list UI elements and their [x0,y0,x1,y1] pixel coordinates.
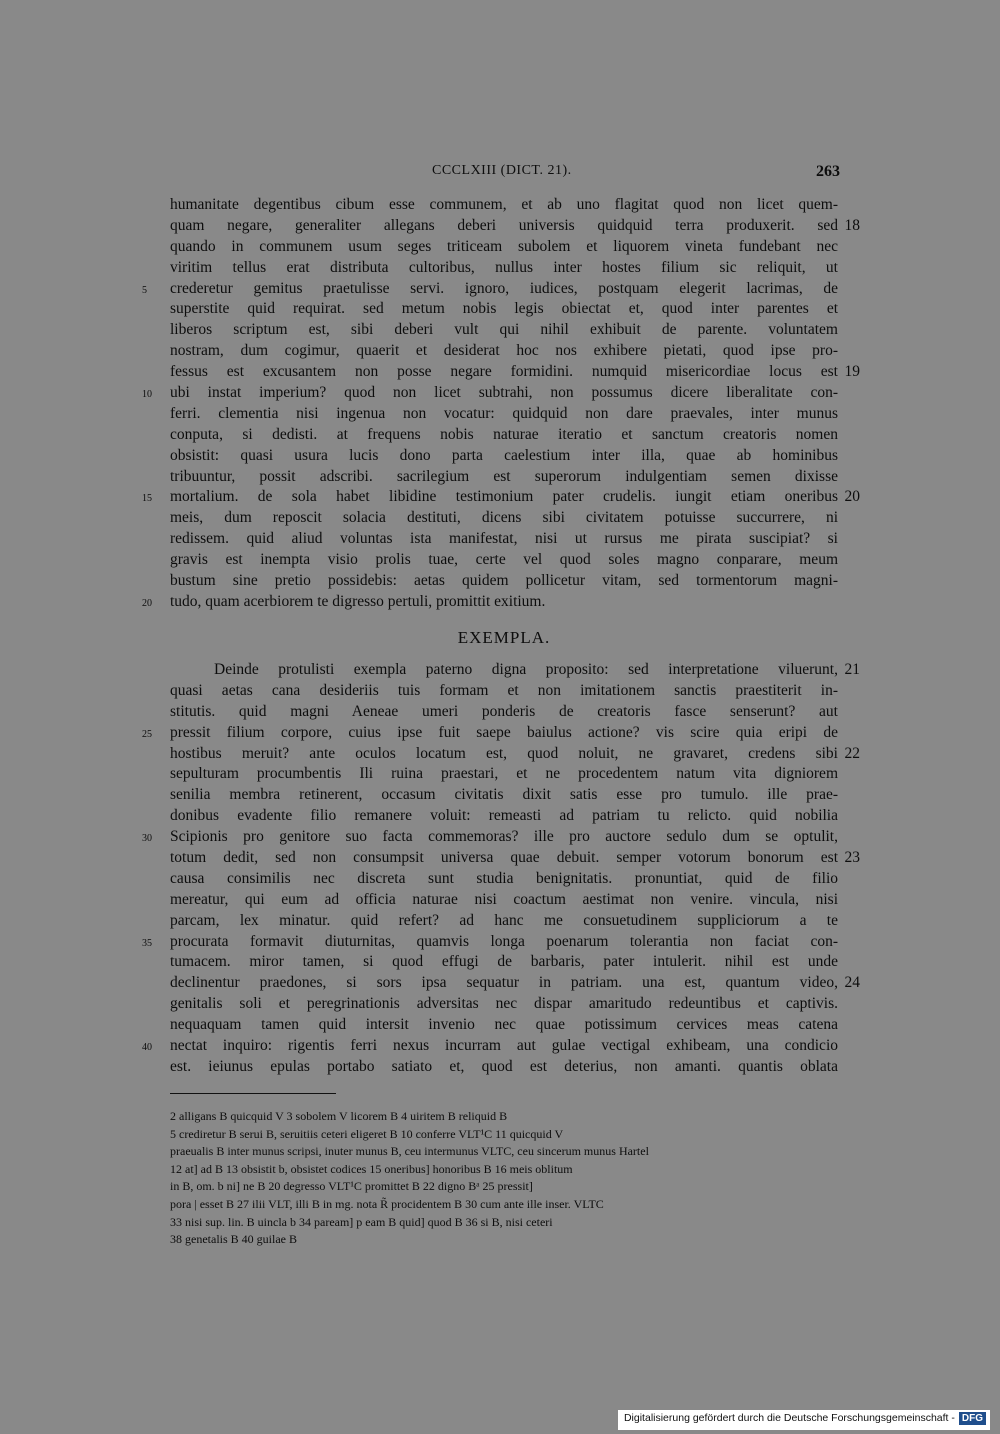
text-line [170,258,838,279]
section-number: 23 [844,849,860,867]
text-line [170,341,838,362]
text-line [170,195,838,216]
text-line [170,911,838,932]
line-text: ferri. clementia nisi ingenua non vocatur: quidquid non dare praevales, inter munus [170,404,838,422]
line-number: 15 [142,493,152,505]
line-text: nequaquam tamen quid intersit invenio nec quae potissimum cervices meas catena [170,1016,838,1034]
apparatus-line: pora | esset B 27 ilii VLT, illi B in mg. nota R̃ procidentem B 30 cum ante ille inser. VLTC [170,1196,604,1211]
line-text: genitalis soli et peregrinationis adversitas nec dispar amaritudo redeuntibus et captivis. [170,995,838,1013]
line-text: mortalium. de sola habet libidine testimonium pater crudelis. iungit etiam oneribus [170,488,838,506]
main-text-block-1 [142,195,860,613]
section-number: 18 [844,216,860,234]
dfg-logo: DFG [959,1412,986,1425]
line-text: fessus est excusantem non posse negare formidini. numquid misericordiae locus est [170,363,838,381]
text-line [170,237,838,258]
line-number: 10 [142,389,152,401]
line-text: gravis est inempta visio prolis tuae, certe vel quod soles magno conparare, meum [170,551,838,569]
line-number: 30 [142,833,152,845]
line-text: declinentur praedones, si sors ipsa sequatur in patriam. una est, quantum video, [170,974,838,992]
line-text: tribuuntur, possit adscribi. sacrilegium est superorum indulgentiam semen dixisse [170,467,838,485]
text-line [142,279,838,300]
text-line [170,764,838,785]
apparatus-line: praeualis B inter munus scripsi, inuter munus B, ceu intermunus VLTC, ceu sincerum munus Hartel [170,1144,649,1159]
line-number: 35 [142,937,152,949]
text-line [170,785,838,806]
text-line [170,508,838,529]
apparatus-line: in B, om. b ni] ne B 20 degresso VLT¹C promittet B 22 digno Bᵃ 25 pressit] [170,1179,533,1194]
line-text: Scipionis pro genitore suo facta commemoras? ille pro auctore sedulo dum se optulit, [170,828,838,846]
line-text: sepulturam procumbentis Ili ruina praestari, et ne procedentem natum vita digniorem [170,765,838,783]
text-line [170,467,838,488]
line-text: meis, dum reposcit solacia destituti, dicens sibi civitatem potuisse succurrere, ni [170,509,838,527]
text-line [170,362,860,383]
line-text: totum dedit, sed non consumpsit universa quae debuit. semper votorum bonorum est [170,849,838,867]
line-text: hostibus meruit? ante oculos locatum est, quod noluit, ne gravaret, credens sibi [170,744,838,762]
text-line [170,869,838,890]
section-number: 22 [844,744,860,762]
footer-text: Digitalisierung gefördert durch die Deutsche Forschungsgemeinschaft - [623,1412,955,1424]
line-text: conputa, si dedisti. at frequens nobis naturae iteratio et sanctum creatoris nomen [170,425,838,443]
apparatus-line: 33 nisi sup. lin. B uincla b 34 paream] p eam B quid] quod B 36 si B, nisi ceteri [170,1214,553,1229]
text-line [142,932,838,953]
text-line [170,216,860,237]
text-line [170,1057,838,1078]
line-text: causa consimilis nec discreta sunt studia benignitatis. pronuntiat, quid de filio [170,869,838,887]
text-line [170,1015,838,1036]
text-line [170,425,838,446]
line-number: 25 [142,728,152,740]
line-text: procurata formavit diuturnitas, quamvis longa poenarum tolerantia non faciat con- [170,932,838,950]
text-line [170,529,838,550]
text-line [170,550,838,571]
text-line [170,806,838,827]
line-text: tudo, quam acerbiorem te digresso pertuli, promittit exitium. [170,592,546,610]
line-text: redissem. quid aliud voluntas ista manifestat, nisi ut rursus me pirata suscipiat? si [170,530,838,548]
text-line [142,723,838,744]
line-text: stitutis. quid magni Aeneae umeri ponderis de creatoris fasce senserunt? aut [170,702,838,720]
section-number: 21 [844,661,860,678]
text-line [170,320,838,341]
running-title: CCCLXIII (DICT. 21). [432,163,572,178]
line-text: bustum sine pretio possidebis: aetas quidem pollicetur vitam, sed tormentorum magni- [170,572,838,590]
digitization-footer [618,1410,990,1430]
line-text: donibus evadente filio remanere voluit: remeasti ad patriam tu relicto. quid nobilia [170,807,838,825]
page-header [170,163,840,185]
text-line [142,383,838,404]
text-line [170,994,838,1015]
text-line [170,744,860,765]
line-text: obsistit: quasi usura lucis dono parta caelestium inter illa, quae ab hominibus [170,446,838,464]
line-text: nostram, dum cogimur, quaerit et desiderat hoc nos exhibere pietati, quod ipse pro- [170,342,838,360]
text-line [170,890,838,911]
apparatus-line: 12 at] ad B 13 obsistit b, obsistet codices 15 oneribus] honoribus B 16 meis oblitum [170,1161,573,1176]
section-number: 20 [844,488,860,506]
line-text: superstite quid requirat. sed metum nobis legis obiectat et, quod inter parentes et [170,300,838,318]
section-number: 24 [844,974,860,992]
footnote-rule [170,1093,336,1094]
line-text: viritim tellus erat distributa cultoribus, nullus inter hostes filium sic reliquit, ut [170,258,838,276]
line-number: 20 [142,597,152,609]
line-text: mereatur, qui eum ad officia naturae nisi coactum aestimat non venire. vincula, nisi [170,890,838,908]
line-text: crederetur gemitus praetulisse servi. ignoro, iudices, postquam elegerit lacrimas, de [170,279,838,297]
text-line [170,952,838,973]
section-heading: EXEMPLA. [457,628,551,647]
page-number: 263 [816,163,840,180]
line-text: ubi instat imperium? quod non licet subtrahi, non possumus dicere liberalitate con- [170,384,838,402]
line-text: quando in communem usum seges triticeam subolem et liquorem vineta fundebant nec [170,237,838,255]
critical-apparatus [170,1108,838,1249]
text-line [170,973,860,994]
line-text: est. ieiunus epulas portabo satiato et, quod est deterius, non amanti. quantis oblata [170,1057,838,1075]
text-line [142,592,838,613]
line-text: quam negare, generaliter allegans deberi universis quidquid terra produxerit. sed [170,216,838,234]
apparatus-line: 5 crediretur B serui B, seruitiis ceteri eligeret B 10 conferre VLT¹C 11 quicquid V [170,1126,564,1141]
line-number: 5 [142,284,147,296]
line-text: pressit filium corpore, cuius ipse fuit saepe baiulus actione? vis scire quia eripi de [170,723,838,741]
line-text: tumacem. miror tamen, si quod effugi de barbaris, pater intulerit. nihil est unde [170,953,838,971]
text-line [170,571,838,592]
text-line [170,848,860,869]
text-line [170,660,860,681]
text-line [170,702,838,723]
text-line [170,681,838,702]
apparatus-line: 2 alligans B quicquid V 3 sobolem V licorem B 4 uiritem B reliquid B [170,1109,508,1123]
text-line [170,446,838,467]
text-line [142,827,838,848]
line-text: Deinde protulisti exempla paterno digna proposito: sed interpretatione viluerunt, [214,661,838,678]
line-text: quasi aetas cana desideriis tuis formam et non imitationem sanctis praestiterit in- [170,681,838,699]
line-number: 40 [142,1042,152,1054]
line-text: liberos scriptum est, sibi deberi vult qui nihil exhibuit de parente. voluntatem [170,321,838,339]
main-text-block-2 [142,660,860,1078]
line-text: senilia membra retinerent, occasum civitatis dixit satis esse pro tumulo. ille prae- [170,786,838,804]
text-line [142,1036,838,1057]
text-line [170,299,838,320]
line-text: humanitate degentibus cibum esse communem, et ab uno flagitat quod non licet quem- [170,196,838,213]
apparatus-line: 38 genetalis B 40 guilae B [170,1232,297,1247]
text-line [170,404,838,425]
text-line [142,487,860,508]
line-text: nectat inquiro: rigentis ferri nexus incurram aut gulae vectigal exhibeam, una condicio [170,1037,838,1055]
section-number: 19 [844,363,860,381]
line-text: parcam, lex minatur. quid refert? ad hanc me consuetudinem suppliciorum a te [170,911,838,929]
